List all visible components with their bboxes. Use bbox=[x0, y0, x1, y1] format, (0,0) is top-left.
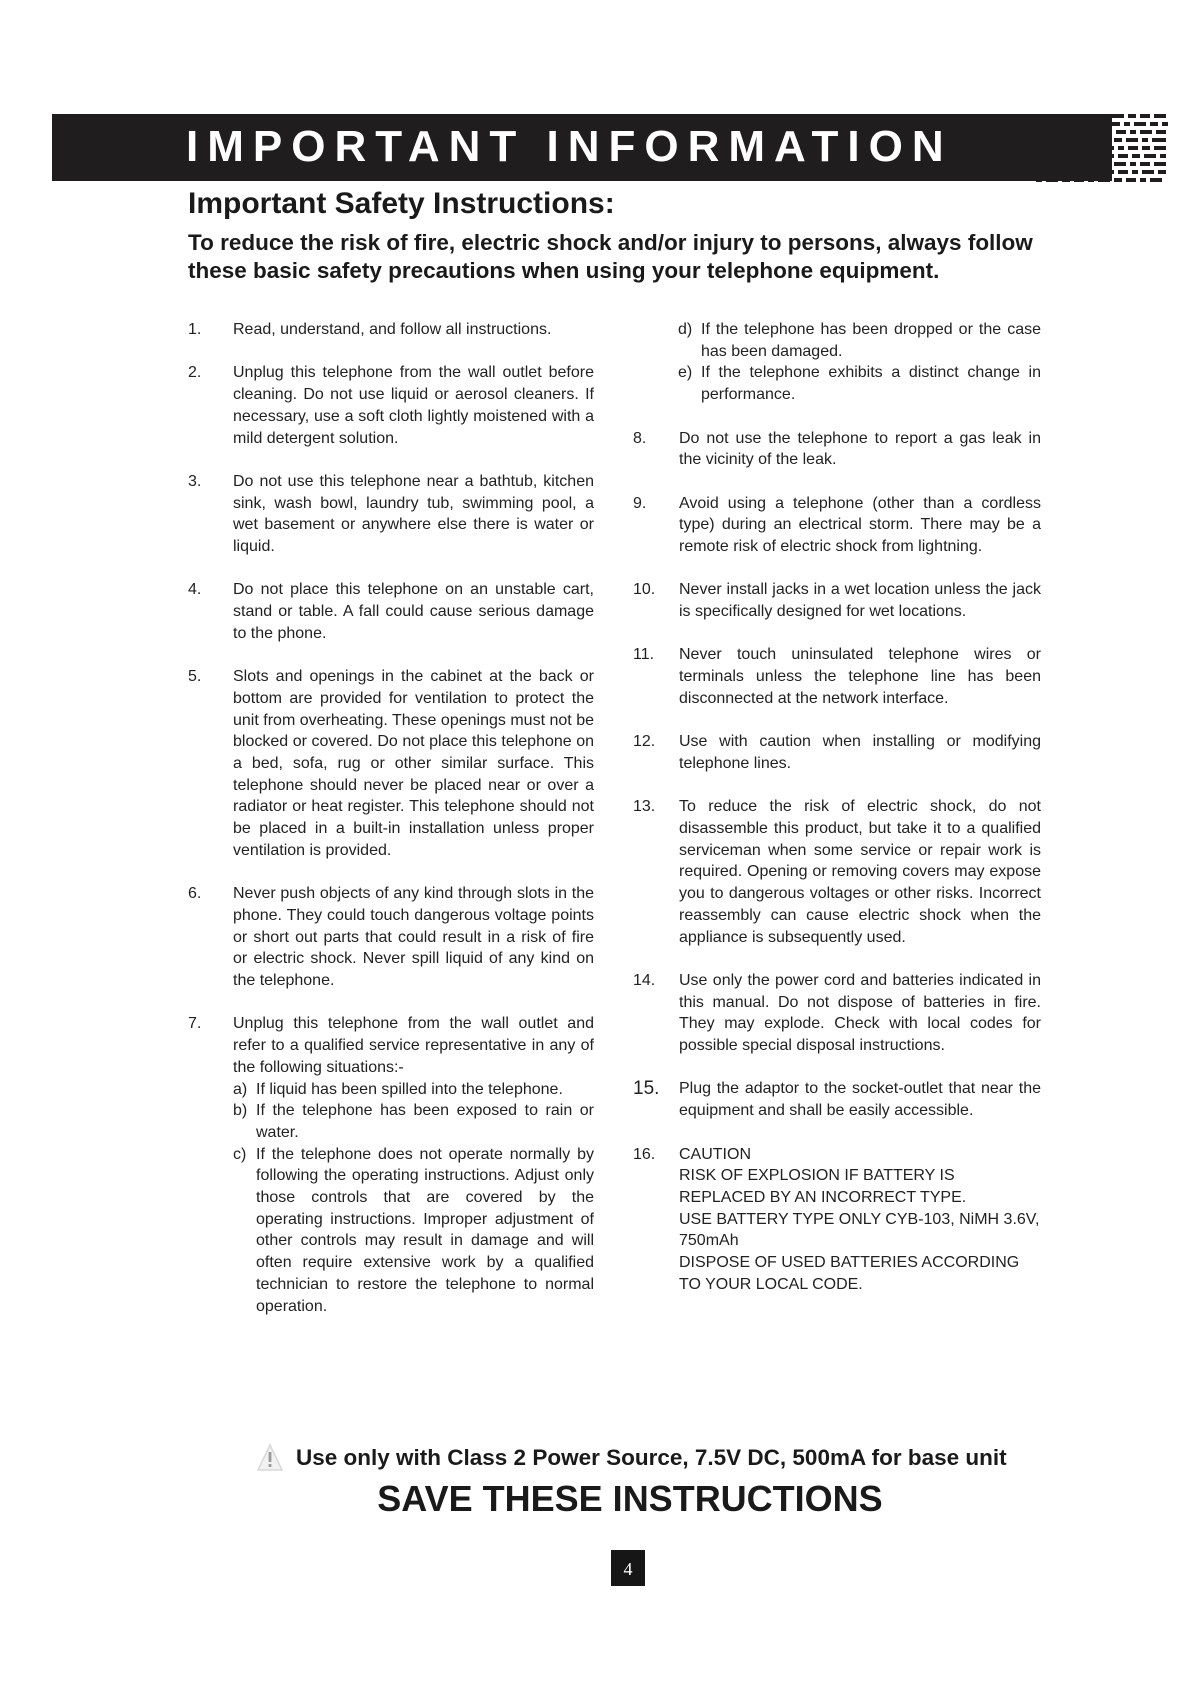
item-text: Do not use the telephone to report a gas leak in the vicinity of the leak. bbox=[679, 429, 1041, 469]
item-text: Use only the power cord and batteries indicated in this manual. Do not dispose of batteries in fire. They may explode. Check with local codes for possible special disposal instructions. bbox=[679, 971, 1041, 1055]
sub-list bbox=[233, 1079, 594, 1318]
item-text: Never touch uninsulated telephone wires or terminals unless the telephone line has been disconnected at the network interface. bbox=[679, 646, 1041, 707]
sub-item bbox=[678, 362, 1041, 405]
item-number: 2. bbox=[188, 364, 202, 382]
list-item bbox=[633, 579, 1041, 622]
list-item bbox=[188, 471, 594, 558]
item-text: To reduce the risk of electric shock, do not disassemble this product, but take it to a qualified serviceman when some service or repair work is required. Opening or removing covers may expose you to dangerous voltages or other risks. Incorrect reassembly can cause electric shock when the appliance is subsequently used. bbox=[679, 798, 1041, 946]
sub-text: If the telephone has been exposed to rain or water. bbox=[256, 1102, 594, 1141]
item-body bbox=[233, 1013, 594, 1317]
item-text: Never install jacks in a wet location unless the jack is specifically designed for wet locations. bbox=[679, 581, 1041, 621]
list-item bbox=[188, 883, 594, 992]
item-number: 12. bbox=[633, 733, 656, 751]
decorative-pattern-icon bbox=[1034, 112, 1170, 184]
caution-line: DISPOSE OF USED BATTERIES ACCORDING TO YOUR LOCAL CODE. bbox=[679, 1254, 1020, 1293]
item-number: 13. bbox=[633, 798, 656, 816]
right-column bbox=[633, 319, 1041, 1296]
sub-item bbox=[233, 1079, 594, 1101]
sub-item bbox=[678, 319, 1041, 362]
item-number: 15. bbox=[633, 1078, 660, 1100]
page-number: 4 bbox=[611, 1550, 645, 1586]
left-column bbox=[188, 319, 594, 1317]
page-title: IMPORTANT INFORMATION bbox=[186, 122, 953, 171]
intro-paragraph: To reduce the risk of fire, electric shock and/or injury to persons, always follow these basic safety precautions when using your telephone equipment. bbox=[188, 230, 1033, 283]
item-number: 8. bbox=[633, 429, 647, 447]
sub-label: c) bbox=[233, 1145, 247, 1163]
list-item bbox=[188, 362, 594, 449]
warning-icon bbox=[256, 1443, 284, 1473]
item-number: 10. bbox=[633, 581, 656, 599]
sub-item bbox=[233, 1100, 594, 1143]
item-text: Never push objects of any kind through slots in the phone. They could touch dangerous voltage points or short out parts that could result in a risk of fire or electric shock. Never spill liquid of any kind on the telephone. bbox=[233, 885, 594, 990]
list-item bbox=[633, 428, 1041, 471]
item-text: Do not use this telephone near a bathtub, kitchen sink, wash bowl, laundry tub, swimming pool, a wet basement or anywhere else there is water or liquid. bbox=[233, 472, 594, 555]
list-item bbox=[633, 731, 1041, 774]
sub-label: e) bbox=[678, 364, 693, 382]
item-text: Use with caution when installing or modifying telephone lines. bbox=[679, 733, 1041, 772]
sub-label: d) bbox=[678, 321, 693, 338]
list-item bbox=[633, 970, 1041, 1057]
list-item bbox=[633, 1078, 1041, 1121]
item-text: Avoid using a telephone (other than a cordless type) during an electrical storm. There may be a remote risk of electric shock from lightning. bbox=[679, 494, 1041, 555]
sub-list bbox=[633, 319, 1041, 406]
list-item bbox=[188, 319, 594, 341]
list-item bbox=[633, 493, 1041, 558]
list-item bbox=[188, 666, 594, 861]
sub-item bbox=[233, 1144, 594, 1318]
item-text: Unplug this telephone from the wall outlet before cleaning. Do not use liquid or aerosol cleaners. If necessary, use a soft cloth lightly moistened with a mild detergent solution. bbox=[233, 364, 594, 447]
caution-body bbox=[679, 1144, 1041, 1296]
item-text: Slots and openings in the cabinet at the back or bottom are provided for ventilation to protect the unit from overheating. These openings must not be blocked or covered. Do not place this telephone on a bed, sofa, rug or other similar surface. This telephone should never be placed near or over a radiator or heat register. This telephone should not be placed in a built-in installation unless proper ventilation is provided. bbox=[233, 668, 594, 859]
item-number: 4. bbox=[188, 581, 202, 599]
sub-text: If liquid has been spilled into the telephone. bbox=[256, 1080, 563, 1098]
caution-line: RISK OF EXPLOSION IF BATTERY IS REPLACED BY AN INCORRECT TYPE. bbox=[679, 1167, 967, 1206]
item-number: 16. bbox=[633, 1145, 656, 1163]
item-number: 7. bbox=[188, 1015, 202, 1033]
item-number: 5. bbox=[188, 668, 202, 686]
list-item bbox=[188, 1013, 594, 1317]
caution-item bbox=[633, 1144, 1041, 1296]
power-source-text: Use only with Class 2 Power Source, 7.5V DC, 500mA for base unit bbox=[296, 1445, 1007, 1470]
list-item bbox=[633, 796, 1041, 948]
sub-text: If the telephone exhibits a distinct change in performance. bbox=[701, 364, 1041, 404]
item-number: 9. bbox=[633, 494, 647, 512]
caution-line: USE BATTERY TYPE ONLY CYB-103, NiMH 3.6V, 750mAh bbox=[679, 1210, 1040, 1250]
item-text: Unplug this telephone from the wall outlet and refer to a qualified service representative in any of the following situations:- bbox=[233, 1015, 594, 1076]
item-text: Read, understand, and follow all instructions. bbox=[233, 321, 552, 338]
save-instructions-heading: SAVE THESE INSTRUCTIONS bbox=[377, 1478, 883, 1519]
sub-text: If the telephone does not operate normally by following the operating instructions. Adjust only those controls that are covered by the operating instructions. Improper adjustment of other controls may result in damage and will often require extensive work by a qualified technician to restore the telephone to normal operation. bbox=[256, 1145, 594, 1315]
list-item bbox=[188, 579, 594, 644]
caution-heading: CAUTION bbox=[679, 1145, 751, 1163]
item-number: 6. bbox=[188, 885, 202, 903]
item-number: 1. bbox=[188, 321, 202, 338]
list-item bbox=[633, 644, 1041, 709]
item-text: Plug the adaptor to the socket-outlet that near the equipment and shall be easily accessible. bbox=[679, 1080, 1041, 1120]
power-source-note bbox=[256, 1443, 1007, 1473]
item-number: 3. bbox=[188, 472, 202, 490]
item-number: 11. bbox=[633, 646, 655, 664]
section-heading: Important Safety Instructions: bbox=[188, 187, 615, 220]
sub-text: If the telephone has been dropped or the case has been damaged. bbox=[701, 321, 1041, 360]
item-text: Do not place this telephone on an unstable cart, stand or table. A fall could cause serious damage to the phone. bbox=[233, 581, 594, 642]
sub-label: b) bbox=[233, 1102, 248, 1120]
sub-label: a) bbox=[233, 1080, 248, 1098]
item-number: 14. bbox=[633, 971, 656, 989]
